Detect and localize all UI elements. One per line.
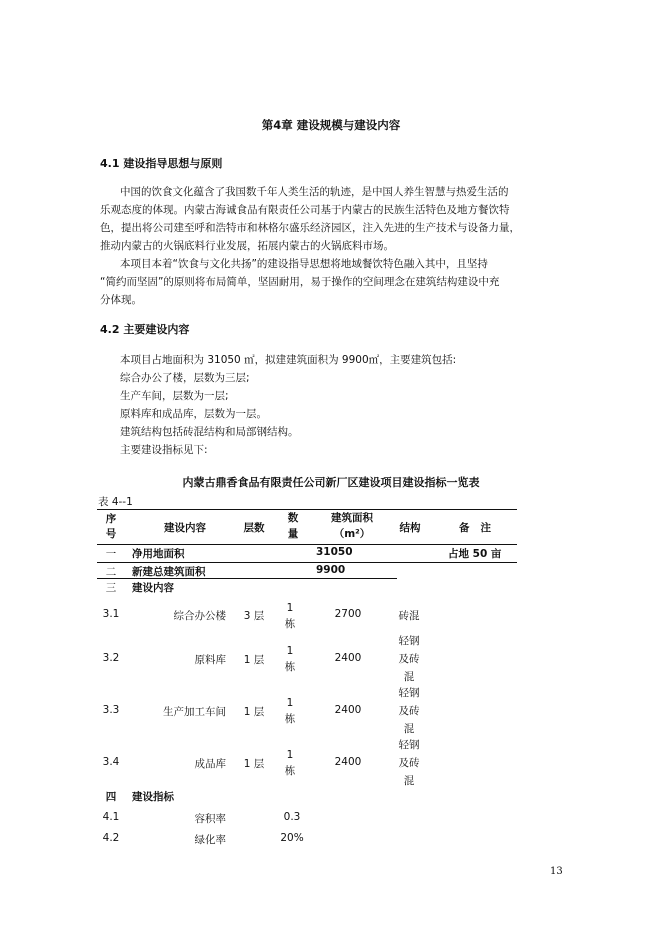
cell-structure: 轻钢 xyxy=(398,635,420,647)
chapter-title: 第4章 建设规模与建设内容 xyxy=(261,118,401,132)
table-top-rule xyxy=(97,509,517,510)
paragraph-line: “简约而坚固”的原则将布局简单，坚固耐用，易于操作的空间理念在建筑结构建设中充 xyxy=(100,276,500,288)
cell-qty: 1 xyxy=(286,602,294,614)
paragraph-line: 推动内蒙古的火锅底料行业发展，拓展内蒙古的火锅底料市场。 xyxy=(100,240,394,252)
cell-seq: 3.1 xyxy=(102,608,120,620)
content-line: 建筑结构包括砖混结构和局部钢结构。 xyxy=(120,426,299,438)
cell-qty: 1 xyxy=(286,645,294,657)
cell-area: 2700 xyxy=(334,608,362,620)
header-structure: 结构 xyxy=(399,522,421,534)
content-line: 本项目占地面积为 31050 ㎡，拟建建筑面积为 9900㎡，主要建筑包括: xyxy=(120,354,457,366)
paragraph-line: 中国的饮食文化蕴含了我国数千年人类生活的轨迹，是中国人养生智慧与热爱生活的 xyxy=(120,186,509,198)
cell-seq: 4.1 xyxy=(102,811,120,823)
cell-area: 2400 xyxy=(334,704,362,716)
table-label: 表 4--1 xyxy=(98,496,133,508)
cell-area: 0.3 xyxy=(283,811,301,823)
cell-seq: 3.3 xyxy=(102,704,120,716)
cell-content: 生产加工车间 xyxy=(163,706,226,718)
cell-area: 2400 xyxy=(334,652,362,664)
content-line: 主要建设指标见下: xyxy=(120,444,208,456)
paragraph-line: 本项目本着“饮食与文化共扬”的建设指导思想将地域餐饮特色融入其中，且坚持 xyxy=(120,258,488,270)
content-line: 生产车间，层数为一层; xyxy=(120,390,229,402)
cell-seq: 3.4 xyxy=(102,756,120,768)
paragraph-line: 分体现。 xyxy=(100,294,142,306)
cell-structure: 轻钢 xyxy=(398,687,420,699)
cell-qty: 栋 xyxy=(284,713,296,725)
cell-structure: 及砖 xyxy=(398,757,420,769)
cell-note: 占地 50 亩 xyxy=(448,548,502,560)
cell-qty: 栋 xyxy=(284,765,296,777)
cell-floors: 1 层 xyxy=(243,758,265,770)
header-qty: 数 xyxy=(287,512,299,524)
table-title: 内蒙古鼎香食品有限责任公司新厂区建设项目建设指标一览表 xyxy=(182,476,480,489)
cell-seq: 3.2 xyxy=(102,652,120,664)
cell-seq: 四 xyxy=(105,791,117,803)
cell-content: 容积率 xyxy=(194,813,226,825)
section-heading-4-1: 4.1 建设指导思想与原则 xyxy=(100,157,223,170)
cell-content: 成品库 xyxy=(194,758,226,770)
page-number: 13 xyxy=(550,866,563,877)
cell-content: 综合办公楼 xyxy=(173,610,226,622)
cell-area: 31050 xyxy=(316,546,353,558)
cell-structure: 混 xyxy=(403,723,415,735)
header-area: （m²） xyxy=(333,528,371,540)
cell-seq: 三 xyxy=(105,582,117,594)
header-note: 备 注 xyxy=(459,522,491,534)
header-seq: 号 xyxy=(105,528,117,540)
cell-area: 20% xyxy=(280,832,304,844)
cell-seq: 4.2 xyxy=(102,832,120,844)
header-content: 建设内容 xyxy=(164,522,206,534)
cell-qty: 栋 xyxy=(284,618,296,630)
cell-structure: 砖混 xyxy=(398,610,420,622)
paragraph-line: 乐观态度的体现。内蒙古海诚食品有限责任公司基于内蒙古的民族生活特色及地方餐饮特 xyxy=(100,204,510,216)
cell-content: 净用地面积 xyxy=(132,548,185,560)
cell-structure: 混 xyxy=(403,671,415,683)
cell-content: 原料库 xyxy=(194,654,226,666)
cell-structure: 及砖 xyxy=(398,653,420,665)
cell-area: 9900 xyxy=(316,564,346,576)
header-area: 建筑面积 xyxy=(331,512,373,524)
cell-content: 建设指标 xyxy=(132,791,174,803)
table-header-rule xyxy=(97,544,517,545)
cell-content: 建设内容 xyxy=(132,582,174,594)
content-line: 综合办公了楼，层数为三层; xyxy=(120,372,250,384)
cell-qty: 栋 xyxy=(284,661,296,673)
cell-content: 绿化率 xyxy=(194,834,226,846)
cell-qty: 1 xyxy=(286,749,294,761)
cell-structure: 轻钢 xyxy=(398,739,420,751)
cell-content: 新建总建筑面积 xyxy=(132,566,206,578)
cell-floors: 1 层 xyxy=(243,706,265,718)
header-floors: 层数 xyxy=(243,522,265,534)
cell-seq: 一 xyxy=(105,548,117,560)
section-heading-4-2: 4.2 主要建设内容 xyxy=(100,323,190,336)
cell-seq: 二 xyxy=(105,566,117,578)
table-row-rule xyxy=(97,562,517,563)
cell-qty: 1 xyxy=(286,697,294,709)
header-qty: 量 xyxy=(287,528,299,540)
content-line: 原料库和成品库，层数为一层。 xyxy=(120,408,267,420)
cell-floors: 1 层 xyxy=(243,654,265,666)
paragraph-line: 色，提出将公司建至呼和浩特市和林格尔盛乐经济园区，注入先进的生产技术与设备力量， xyxy=(100,222,520,234)
header-seq: 序 xyxy=(105,513,117,525)
cell-floors: 3 层 xyxy=(243,610,265,622)
cell-structure: 混 xyxy=(403,775,415,787)
cell-structure: 及砖 xyxy=(398,705,420,717)
cell-area: 2400 xyxy=(334,756,362,768)
